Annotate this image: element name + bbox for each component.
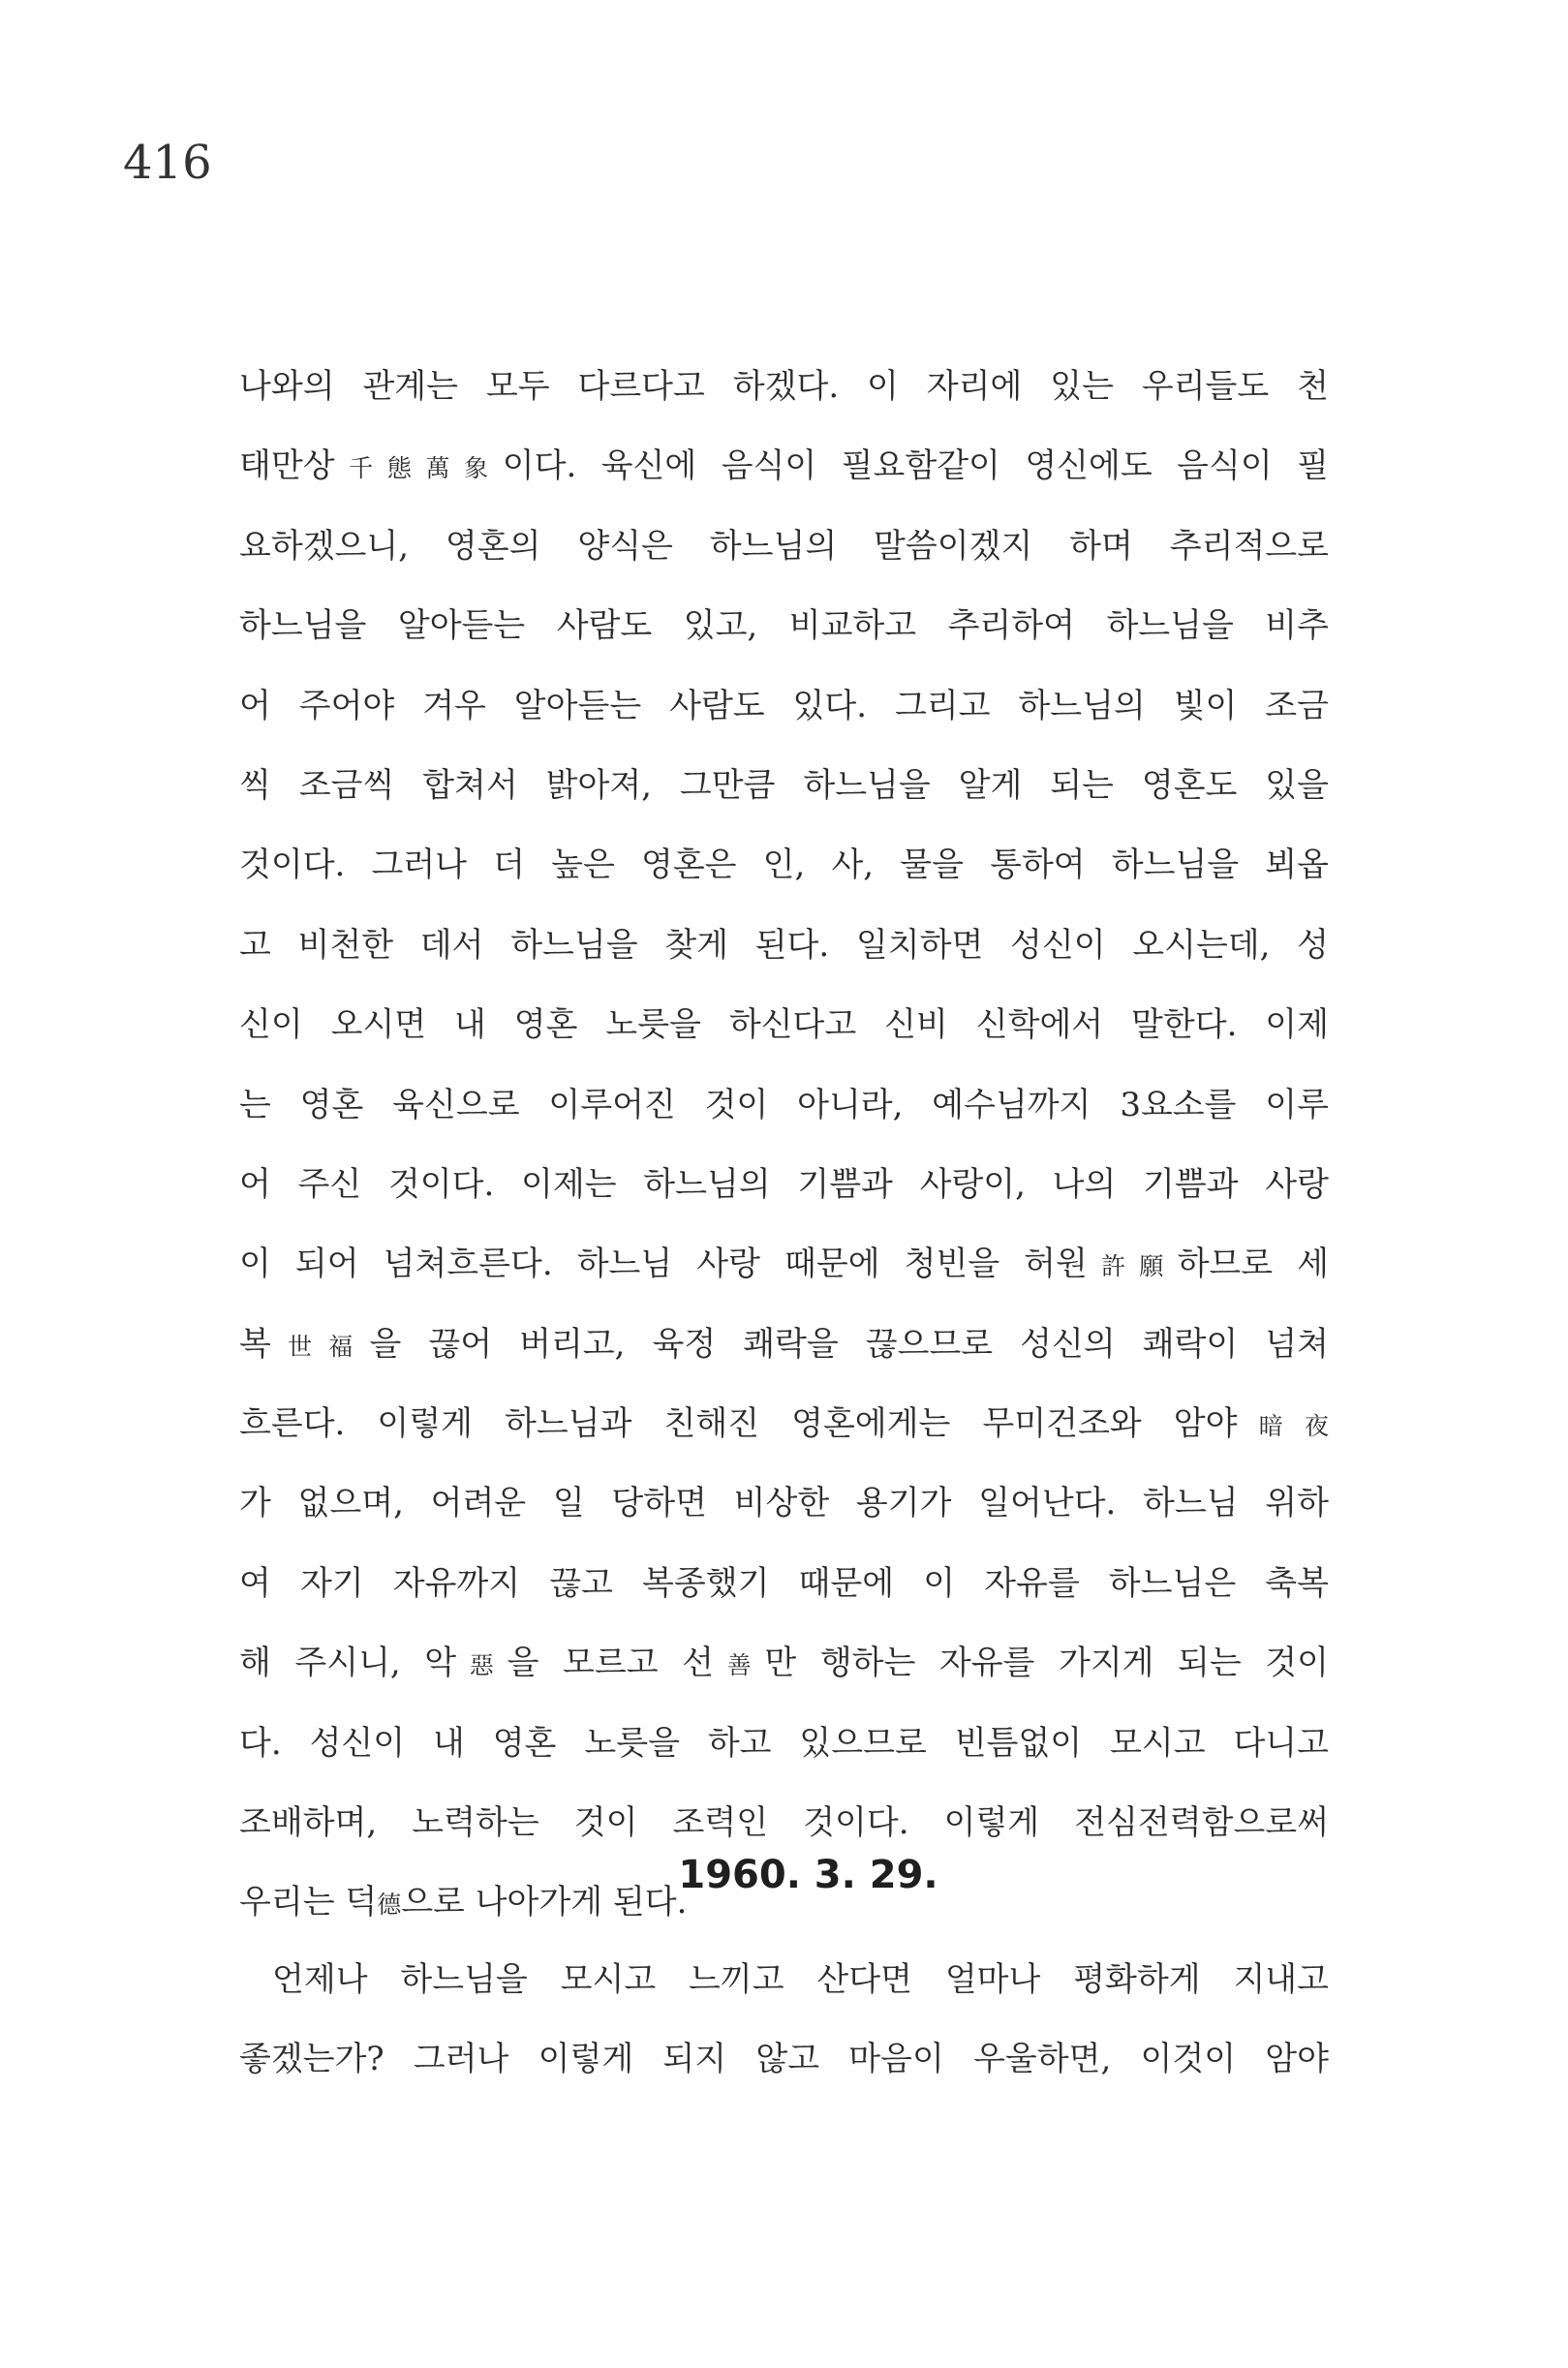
entry-paragraph [239, 1940, 1329, 2100]
entry-date-heading: 1960. 3. 29. [678, 1853, 938, 1897]
text-line: 태만상千態萬象이다. 육신에 음식이 필요함같이 영신에도 음식이 필 [239, 446, 1329, 486]
text-line: 우리는 덕德으로 나아가게 된다. [239, 1883, 688, 1922]
body-paragraph [239, 347, 1329, 1943]
text-line: 나와의 관계는 모두 다르다고 하겠다. 이 자리에 있는 우리들도 천 [239, 367, 1329, 406]
text-line: 고 비천한 데서 하느님을 찾게 된다. 일치하면 성신이 오시는데, 성 [239, 925, 1329, 965]
hanja-annotation: 德 [377, 1891, 402, 1920]
hanja-annotation: 許願 [1087, 1252, 1178, 1281]
text-line: 신이 오시면 내 영혼 노릇을 하신다고 신비 신학에서 말한다. 이제 [239, 1005, 1329, 1045]
text-line: 씩 조금씩 합쳐서 밝아져, 그만큼 하느님을 알게 되는 영혼도 있을 [239, 765, 1329, 805]
text-line: 좋겠는가? 그러나 이렇게 되지 않고 마음이 우울하면, 이것이 암야 [239, 2040, 1329, 2079]
text-line: 여 자기 자유까지 끊고 복종했기 때문에 이 자유를 하느님은 축복 [239, 1563, 1329, 1603]
hanja-annotation: 暗夜 [1237, 1412, 1329, 1441]
text-line: 어 주어야 겨우 알아듣는 사람도 있다. 그리고 하느님의 빛이 조금 [239, 686, 1329, 725]
hanja-annotation: 惡 [456, 1651, 507, 1680]
text-line: 는 영혼 육신으로 이루어진 것이 아니라, 예수님까지 3요소를 이루 [239, 1085, 1329, 1124]
hanja-annotation: 善 [713, 1651, 765, 1680]
text-line: 다. 성신이 내 영혼 노릇을 하고 있으므로 빈틈없이 모시고 다니고 [239, 1723, 1329, 1763]
text-line: 조배하며, 노력하는 것이 조력인 것이다. 이렇게 전심전력함으로써 [239, 1803, 1329, 1843]
text-line: 복世福을 끊어 버리고, 육정 쾌락을 끊으므로 성신의 쾌락이 넘쳐 [239, 1324, 1329, 1364]
text-line: 가 없으며, 어려운 일 당하면 비상한 용기가 일어난다. 하느님 위하 [239, 1484, 1329, 1523]
hanja-annotation: 千態萬象 [334, 454, 503, 483]
text-line: 어 주신 것이다. 이제는 하느님의 기쁨과 사랑이, 나의 기쁨과 사랑 [239, 1164, 1329, 1204]
text-line: 언제나 하느님을 모시고 느끼고 산다면 얼마나 평화하게 지내고 [272, 1960, 1329, 1999]
text-line: 해 주시니, 악惡을 모르고 선善만 행하는 자유를 가지게 되는 것이 [239, 1644, 1329, 1683]
text-line: 이 되어 넘쳐흐른다. 하느님 사랑 때문에 청빈을 허원許願하므로 세 [239, 1245, 1329, 1284]
text-line: 것이다. 그러나 더 높은 영혼은 인, 사, 물을 통하여 하느님을 뵈옵 [239, 846, 1329, 885]
text-line: 요하겠으니, 영혼의 양식은 하느님의 말씀이겠지 하며 추리적으로 [239, 526, 1329, 566]
text-line: 흐른다. 이렇게 하느님과 친해진 영혼에게는 무미건조와 암야暗夜 [239, 1404, 1329, 1444]
page-number: 416 [123, 136, 212, 190]
hanja-annotation: 世福 [270, 1332, 370, 1361]
text-line: 하느님을 알아듣는 사람도 있고, 비교하고 추리하여 하느님을 비추 [239, 606, 1329, 646]
